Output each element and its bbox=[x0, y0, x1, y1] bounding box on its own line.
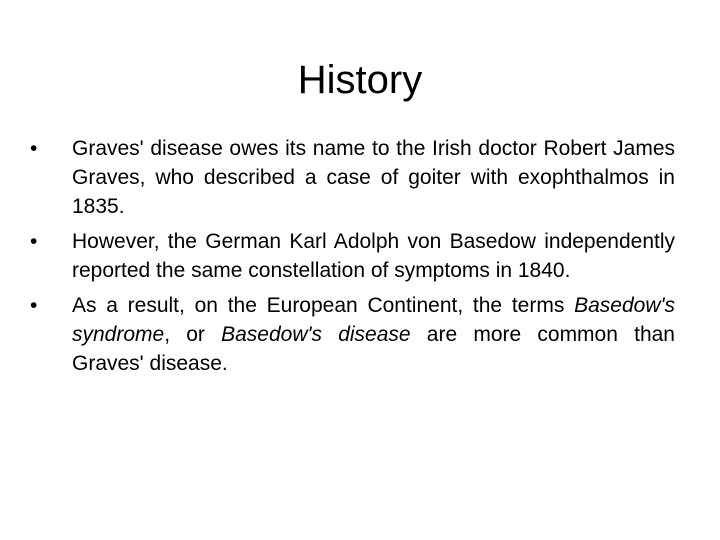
bullet-text: , or bbox=[164, 323, 222, 346]
bullet-text: are more common than Graves' disease. bbox=[72, 323, 675, 375]
slide-title: History bbox=[297, 58, 423, 102]
bullet-item-basedow-report bbox=[30, 227, 675, 285]
bullet-item-graves-origin bbox=[30, 134, 675, 221]
bullet-list bbox=[30, 134, 675, 384]
bullet-text: As a result, on the European Continent, the terms bbox=[72, 294, 575, 317]
bullet-text: However, the German Karl Adolph von Basedow independently reported the same constellation of symptoms in 1840. bbox=[72, 230, 675, 282]
bullet-marker: • bbox=[30, 230, 38, 253]
bullet-marker: • bbox=[30, 294, 38, 317]
bullet-text: Graves' disease owes its name to the Irish doctor Robert James Graves, who described a case of goiter with exophthalmos in 1835. bbox=[72, 137, 675, 218]
bullet-item-european-terms bbox=[30, 291, 675, 378]
bullet-marker: • bbox=[30, 137, 38, 160]
term-basedows-disease: Basedow's disease bbox=[221, 323, 411, 346]
term-basedows-syndrome: Basedow's syndrome bbox=[72, 294, 675, 346]
